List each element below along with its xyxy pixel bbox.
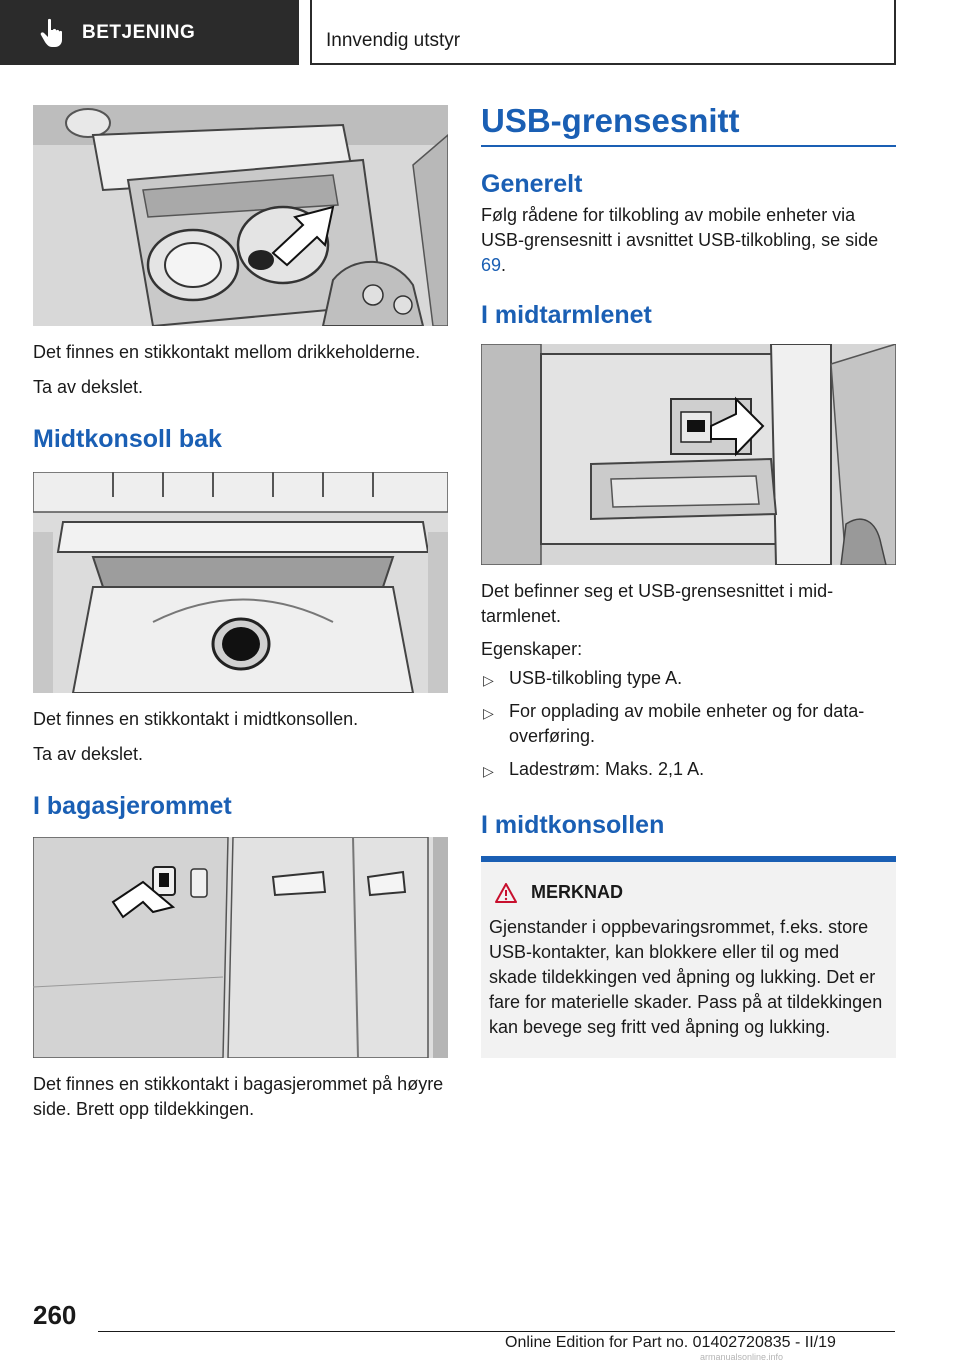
list-item	[481, 666, 896, 691]
paragraph: Det finnes en stikkontakt i midtkonsollen.	[33, 709, 359, 729]
list-item	[481, 699, 896, 749]
armrest-usb-image	[481, 344, 896, 565]
heading-i-bagasjerommet: I bagasjerommet	[33, 792, 232, 820]
paragraph-egenskaper: Egenskaper:	[481, 639, 583, 659]
header-chapter-box	[310, 0, 896, 65]
list-item-text: Ladestrøm: Maks. 2,1 A.	[509, 759, 705, 779]
triangle-bullet-icon: ▷	[483, 705, 494, 721]
section-label: BETJENING	[82, 21, 196, 43]
paragraph: Det finnes en stikkontakt mellom drikkeholderne.	[33, 342, 421, 362]
triangle-bullet-icon: ▷	[483, 763, 494, 779]
heading-generelt: Generelt	[481, 170, 583, 198]
paragraph: Det befinner seg et USB-grensesnittet i midtarmlenet.	[481, 581, 834, 626]
paragraph: Ta av dekslet.	[33, 377, 144, 397]
heading-midtkonsoll-bak: Midtkonsoll bak	[33, 425, 222, 453]
heading-i-midtkonsollen: I midtkonsollen	[481, 811, 665, 839]
heading-i-midtarmlenet: I midtarmlenet	[481, 301, 652, 329]
note-text: Gjenstander i oppbevaringsrommet, f.eks. store USB-kontakter, kan blokkere eller til og med skade tildekkingen ved åpning og lukking. Det er fare for materielle skader. Pass på at tildekkingen kan bevege seg fritt ved åpning og lukking.	[489, 917, 883, 1037]
generelt-text: Følg rådene for tilkobling av mobile enheter via USB-grensesnitt i avsnittet USB-tilkobling, se side	[481, 205, 879, 250]
footer-rule	[98, 1331, 895, 1332]
page-link[interactable]: 69	[481, 255, 502, 275]
triangle-bullet-icon: ▷	[483, 672, 494, 688]
left-column	[33, 105, 448, 1122]
paragraph: Det finnes en stikkontakt i bagasjerommet på høyre side. Brett opp tildekkingen.	[33, 1074, 444, 1119]
right-column	[481, 101, 896, 1058]
header-section-tab	[0, 0, 299, 65]
site-watermark: armanualsonline.info	[700, 1352, 784, 1362]
heading-usb-grensesnitt: USB-grensesnitt	[481, 102, 740, 139]
rear-console-socket-image	[33, 472, 448, 693]
note-box	[481, 862, 896, 1058]
page-number: 260	[33, 1300, 77, 1330]
generelt-end: .	[501, 255, 507, 275]
note-title-text: MERKNAD	[531, 882, 623, 902]
edition-text: Online Edition for Part no. 01402720835 - II/19	[505, 1334, 836, 1351]
warning-icon	[495, 883, 517, 903]
paragraph-generelt	[481, 203, 896, 278]
paragraph: Ta av dekslet.	[33, 744, 144, 764]
trunk-socket-image	[33, 837, 448, 1058]
title-rule	[481, 145, 896, 147]
list-item	[481, 757, 896, 782]
note-title	[495, 882, 888, 903]
chapter-title: Innvendig utstyr	[326, 30, 461, 51]
list-item-text: For opplading av mobile enheter og for dataoverføring.	[509, 701, 865, 746]
hand-pointer-icon	[40, 18, 66, 48]
features-list	[481, 666, 896, 782]
list-item-text: USB-tilkobling type A.	[509, 668, 683, 688]
cupholder-socket-image	[33, 105, 448, 326]
